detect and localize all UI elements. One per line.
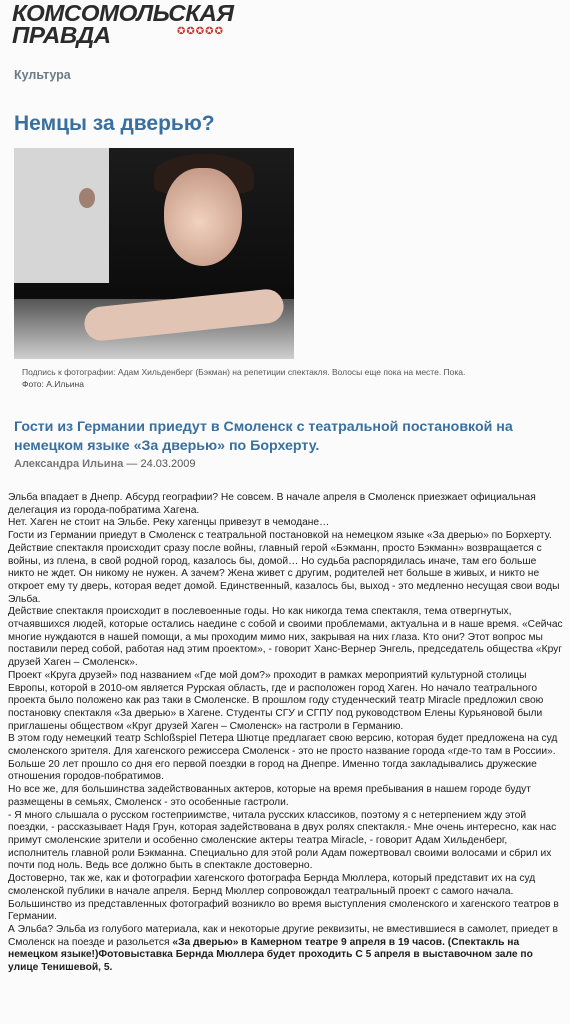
body-paragraph: - Я много слышала о русском гостеприимстве, читала русских классиков, поэтому я с нетерпением жду этой поездки, - рассказывает Надя Грун, которая задействована в двух ролях спектакля.- Мне очень интересно, как нас примут смоленские зрители и особенно смоленские актеры театра Miracle, - говорит Адам Хильденберг, исполнитель главной роли Бэкманна. Специально для этой роли Адам пожертвовал своими волосами и сбрил их почти под ноль. Ведь все должно быть в спектакле достоверно. (8, 809, 557, 872)
body-paragraph: Гости из Германии приедут в Смоленск с театральной постановкой на немецком языке «За дверью» по Борхерту. Действие спектакля происходит сразу после войны, главный герой «Бэкманн, просто Бэкманн» возвращается с войны, из плена, в свой родной город, казалось бы, домой… Но судьба распорядилась иначе, там его больше никто не ждет. Он никому не нужен. А зачем? Жена живет с другим, родителей нет больше в живых, и никто не откроет ему ту дверь, которая ведет домой. Единственный, казалось бы, выход - это медленно несущая свои воды Эльба. (8, 530, 560, 605)
body-paragraph: В этом году немецкий театр Schloßspiel Петера Шютце предлагает свою версию, которая будет предложена на суд смоленского зрителя. Для хагенского режиссера Смоленск - это не просто название города «где-то там в России». Больше 20 лет прошло со дня его первой поездки в город на Днепре. Именно тогда закладывались дружеские отношения городов-побратимов. (8, 733, 558, 783)
article-subhead: Гости из Германии приедут в Смоленск с театральной постановкой на немецком языке «За дверью» по Борхерту. (14, 419, 513, 454)
order-medals-icon: ✪ ✪ ✪ ✪ ✪ (177, 26, 223, 37)
body-paragraph: Действие спектакля происходит в послевоенные годы. Но как никогда тема спектакля, тема отвергнутых, отчаявшихся людей, которые остались наедине с собой и своими проблемами, актуальна и в наше время. «Сейчас многие нуждаются в нашей помощи, а мы проходим мимо них, закрывая на них глаза. Кто они? Этот вопрос мы поставили перед собой, работая над этим проектом», - говорит Ханс-Вернер Энгель, председатель общества «Круг друзей Хаген – Смоленск». (8, 606, 563, 669)
event-info-bold: «За дверью» в Камерном театре 9 апреля в 19 часов. (Спектакль на немецком языке!)Фотовыставка Бернда Мюллера будет проходить С 5 апреля в выставочном зале по улице Тенишевой, 5. (8, 936, 533, 974)
section-label[interactable]: Культура (14, 68, 71, 82)
body-paragraph: Эльба впадает в Днепр. Абсурд географии? Не совсем. В начале апреля в Смоленск приезжает официальная делегация из города-побратима Хагена. (8, 492, 536, 516)
body-paragraph: Проект «Круга друзей» под названием «Где мой дом?» проходит в рамках мероприятий культурной столицы Европы, которой в 2010-ом является Рурская область, где и расположен город Хаген. Но начало театрального проекта было положено как раз таки в Смоленске. В прошлом году студенческий театр Miracle предложил свою постановку спектакля «За дверью» в Хагене. Студенты СГУ и СГПУ под руководством Елены Курьяновой были приглашены обществом «Круг друзей Хаген – Смоленск» на гастроли в Германию. (8, 669, 544, 732)
masthead-line-2: ПРАВДА (12, 22, 111, 48)
author-name[interactable]: Александра Ильина (14, 458, 124, 470)
byline (14, 458, 196, 470)
photo-caption-text: Подпись к фотографии: Адам Хильденберг (Бэкман) на репетиции спектакля. Волосы еще пока на месте. Пока. (22, 367, 466, 377)
article-photo (14, 148, 294, 359)
photo-credit: Фото: А.Ильина (22, 378, 84, 389)
body-paragraph-final (8, 924, 564, 975)
publish-date: — 24.03.2009 (126, 458, 196, 470)
masthead-line-1: КОМСОМОЛЬСКАЯ (12, 0, 234, 26)
article-body (8, 492, 564, 975)
body-paragraph: Но все же, для большинства задействованных актеров, которые на время пребывания в нашем городе будут размещены в семьях, Смоленск - это особенные гастроли. (8, 784, 531, 808)
body-paragraph: Достоверно, так же, как и фотографии хагенского фотографа Бернда Мюллера, который представит их на суд смоленской публики в начале апреля. Бернд Мюллер сопровождал театральный проект с самого начала. Большинство из представленных фотографий возникло во время выступления смоленского и хагенского театров в Германии. (8, 873, 559, 923)
photo-caption (22, 367, 552, 390)
article-headline: Немцы за дверью? (14, 112, 215, 135)
final-paragraph-text: А Эльба? Эльба из голубого материала, как и некоторые другие реквизиты, не вместившиеся в самолет, приедет в Смоленск на поезде и разольется (8, 923, 558, 948)
newspaper-masthead (12, 2, 252, 48)
body-paragraph: Нет. Хаген не стоит на Эльбе. Реку хагенцы привезут в чемодане… (8, 517, 330, 529)
